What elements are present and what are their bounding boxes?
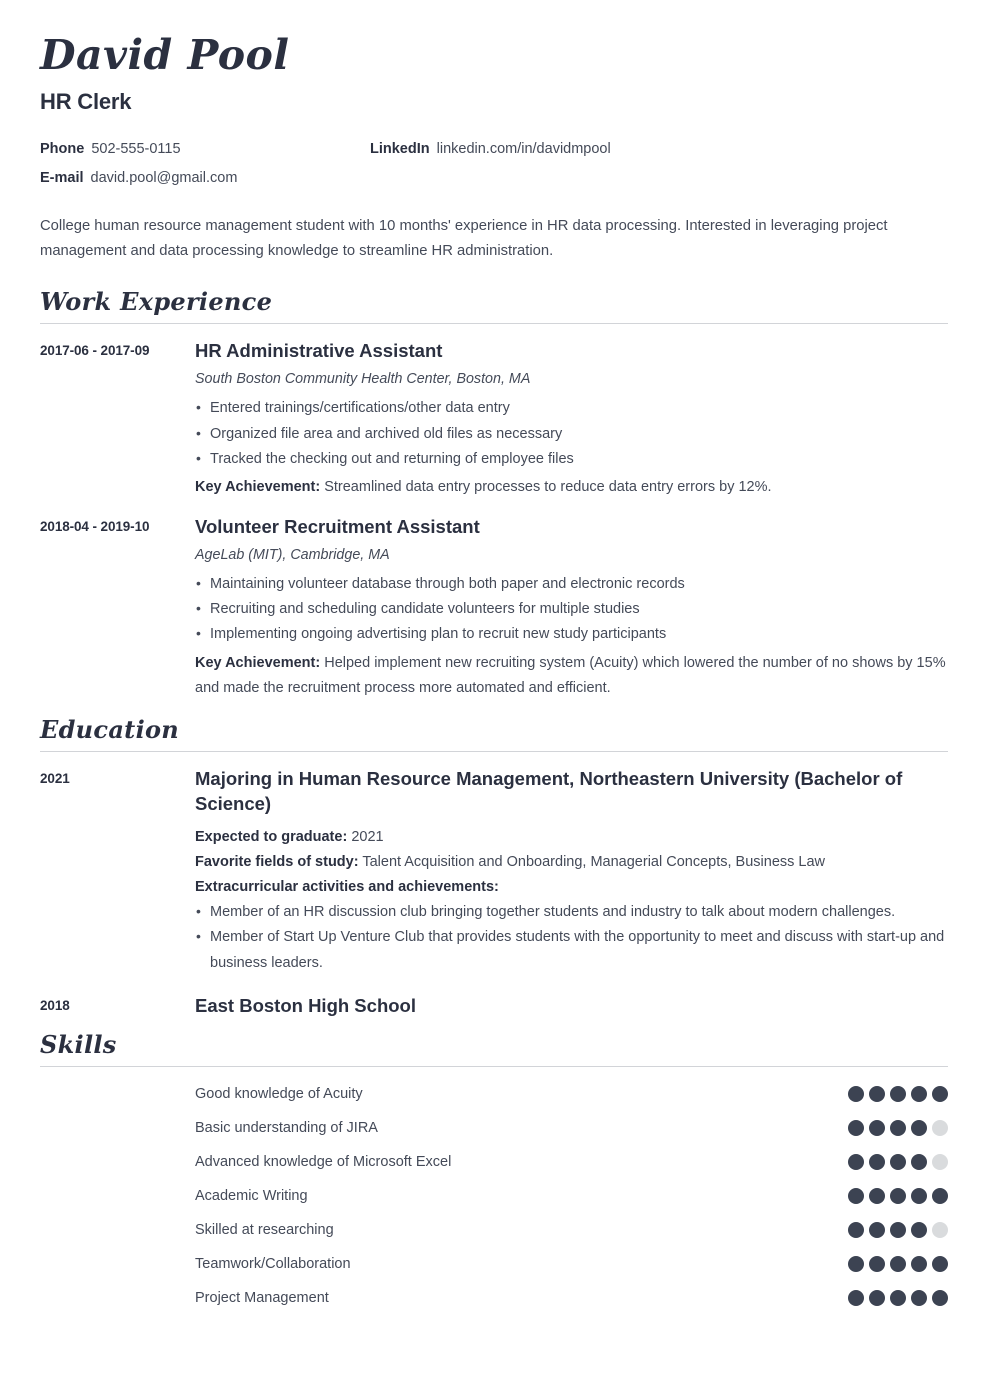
rating-dot-filled	[869, 1256, 885, 1272]
education-entry-body	[195, 766, 948, 979]
education-entry-date: 2018	[40, 997, 70, 1013]
resume-header	[40, 31, 948, 265]
education-extracurricular-label	[195, 875, 948, 900]
rating-dot-filled	[869, 1188, 885, 1204]
contact-linkedin-value[interactable]: linkedin.com/in/davidmpool	[436, 141, 611, 158]
rating-dot-filled	[869, 1154, 885, 1170]
education-fields-value: Talent Acquisition and Onboarding, Managerial Concepts, Business Law	[362, 853, 826, 870]
list-item: • Member of Start Up Venture Club that provides students with the opportunity to meet and discuss with start-up and business leaders.	[195, 925, 948, 975]
section-title-work-experience: Work Experience	[40, 286, 273, 316]
education-fields-label: Favorite fields of study:	[195, 853, 359, 870]
work-entry-bullets	[195, 396, 948, 471]
skill-row	[40, 1281, 948, 1315]
work-entry-date: 2018-04 - 2019-10	[40, 518, 150, 534]
section-title-education: Education	[40, 714, 180, 744]
contact-linkedin	[370, 141, 611, 157]
rating-dot-filled	[869, 1120, 885, 1136]
skills-list	[40, 1077, 948, 1315]
work-entry	[40, 338, 948, 500]
skill-row	[40, 1077, 948, 1111]
skill-name: Teamwork/Collaboration	[195, 1256, 351, 1273]
rating-dot-filled	[890, 1086, 906, 1102]
education-entry	[40, 993, 948, 1019]
rating-dot-filled	[932, 1086, 948, 1102]
contact-email-value[interactable]: david.pool@gmail.com	[90, 170, 238, 187]
skill-rating	[848, 1086, 948, 1102]
achievement-label: Key Achievement:	[195, 654, 321, 671]
rating-dot-filled	[869, 1222, 885, 1238]
education-entry-title: Majoring in Human Resource Management, Northeastern University (Bachelor of Science)	[195, 767, 903, 815]
rating-dot-empty	[932, 1154, 948, 1170]
section-education	[40, 715, 948, 1018]
rating-dot-filled	[932, 1188, 948, 1204]
education-graduation-label: Expected to graduate:	[195, 828, 348, 845]
education-entry	[40, 766, 948, 979]
skill-name: Skilled at researching	[195, 1222, 334, 1239]
contact-info	[40, 141, 948, 186]
achievement-text: Streamlined data entry processes to reduce data entry errors by 12%.	[324, 478, 772, 495]
education-entry-date: 2021	[40, 770, 70, 786]
contact-row	[40, 170, 948, 186]
work-entry-body	[195, 514, 948, 701]
section-divider	[40, 1066, 948, 1067]
list-item: • Organized file area and archived old files as necessary	[195, 422, 948, 447]
skill-rating	[848, 1256, 948, 1272]
contact-linkedin-label: LinkedIn	[370, 141, 430, 158]
education-graduation	[195, 825, 948, 850]
rating-dot-filled	[932, 1256, 948, 1272]
skill-name: Academic Writing	[195, 1188, 308, 1205]
section-work-experience	[40, 287, 948, 701]
skill-row	[40, 1179, 948, 1213]
skill-name: Good knowledge of Acuity	[195, 1086, 363, 1103]
skill-name: Project Management	[195, 1290, 329, 1307]
skill-row	[40, 1111, 948, 1145]
contact-row	[40, 141, 948, 157]
rating-dot-filled	[911, 1188, 927, 1204]
work-entry	[40, 514, 948, 701]
list-item: • Maintaining volunteer database through both paper and electronic records	[195, 572, 948, 597]
rating-dot-filled	[848, 1154, 864, 1170]
list-item: • Member of an HR discussion club bringing together students and industry to talk about modern challenges.	[195, 900, 948, 925]
work-entry-achievement	[195, 475, 948, 500]
contact-phone-label: Phone	[40, 141, 85, 158]
list-item: • Implementing ongoing advertising plan to recruit new study participants	[195, 622, 948, 647]
rating-dot-empty	[932, 1120, 948, 1136]
contact-phone	[40, 141, 370, 157]
rating-dot-filled	[911, 1290, 927, 1306]
rating-dot-filled	[932, 1290, 948, 1306]
rating-dot-filled	[911, 1086, 927, 1102]
extracurricular-label-text: Extracurricular activities and achievements:	[195, 879, 499, 896]
rating-dot-filled	[911, 1154, 927, 1170]
work-entry-employer: AgeLab (MIT), Cambridge, MA	[195, 547, 390, 564]
skill-rating	[848, 1120, 948, 1136]
education-graduation-value: 2021	[351, 828, 384, 845]
section-skills	[40, 1030, 948, 1315]
rating-dot-filled	[869, 1290, 885, 1306]
work-entry-body	[195, 338, 948, 500]
candidate-job-title: HR Clerk	[40, 89, 132, 115]
rating-dot-filled	[848, 1086, 864, 1102]
skill-row	[40, 1213, 948, 1247]
section-title-skills: Skills	[40, 1030, 117, 1060]
education-entry-title: East Boston High School	[195, 994, 416, 1016]
skill-row	[40, 1145, 948, 1179]
work-entry-title: HR Administrative Assistant	[195, 339, 443, 361]
list-item: • Entered trainings/certifications/other data entry	[195, 396, 948, 421]
rating-dot-filled	[911, 1120, 927, 1136]
rating-dot-filled	[848, 1188, 864, 1204]
work-entry-achievement	[195, 651, 948, 701]
rating-dot-filled	[911, 1256, 927, 1272]
rating-dot-filled	[890, 1222, 906, 1238]
rating-dot-filled	[848, 1256, 864, 1272]
work-entry-bullets	[195, 572, 948, 647]
rating-dot-filled	[911, 1222, 927, 1238]
rating-dot-filled	[890, 1154, 906, 1170]
work-entry-date: 2017-06 - 2017-09	[40, 342, 150, 358]
skill-name: Basic understanding of JIRA	[195, 1120, 378, 1137]
education-entry-body	[195, 993, 948, 1019]
education-entry-bullets	[195, 900, 948, 975]
contact-phone-value[interactable]: 502-555-0115	[91, 141, 181, 158]
skill-rating	[848, 1154, 948, 1170]
section-divider	[40, 323, 948, 324]
contact-email-label: E-mail	[40, 170, 84, 187]
skill-row	[40, 1247, 948, 1281]
rating-dot-empty	[932, 1222, 948, 1238]
skill-rating	[848, 1222, 948, 1238]
skill-rating	[848, 1188, 948, 1204]
skill-name: Advanced knowledge of Microsoft Excel	[195, 1154, 452, 1171]
list-item: • Recruiting and scheduling candidate volunteers for multiple studies	[195, 597, 948, 622]
professional-summary: College human resource management student with 10 months' experience in HR data processing. Interested in leveraging project management and data processing knowledge to streamline HR administration.	[40, 218, 888, 260]
rating-dot-filled	[890, 1188, 906, 1204]
rating-dot-filled	[869, 1086, 885, 1102]
education-fields	[195, 850, 948, 875]
rating-dot-filled	[890, 1120, 906, 1136]
skill-rating	[848, 1290, 948, 1306]
achievement-label: Key Achievement:	[195, 478, 321, 495]
rating-dot-filled	[848, 1222, 864, 1238]
achievement-text: Helped implement new recruiting system (Acuity) which lowered the number of no shows by 15% and made the recruitment process more automated and efficient.	[195, 654, 946, 696]
rating-dot-filled	[848, 1120, 864, 1136]
candidate-name: David Pool	[40, 31, 290, 79]
contact-email	[40, 170, 370, 186]
rating-dot-filled	[890, 1256, 906, 1272]
rating-dot-filled	[848, 1290, 864, 1306]
list-item: • Tracked the checking out and returning of employee files	[195, 447, 948, 472]
rating-dot-filled	[890, 1290, 906, 1306]
work-entry-title: Volunteer Recruitment Assistant	[195, 515, 480, 537]
section-divider	[40, 751, 948, 752]
work-entry-employer: South Boston Community Health Center, Boston, MA	[195, 371, 531, 388]
